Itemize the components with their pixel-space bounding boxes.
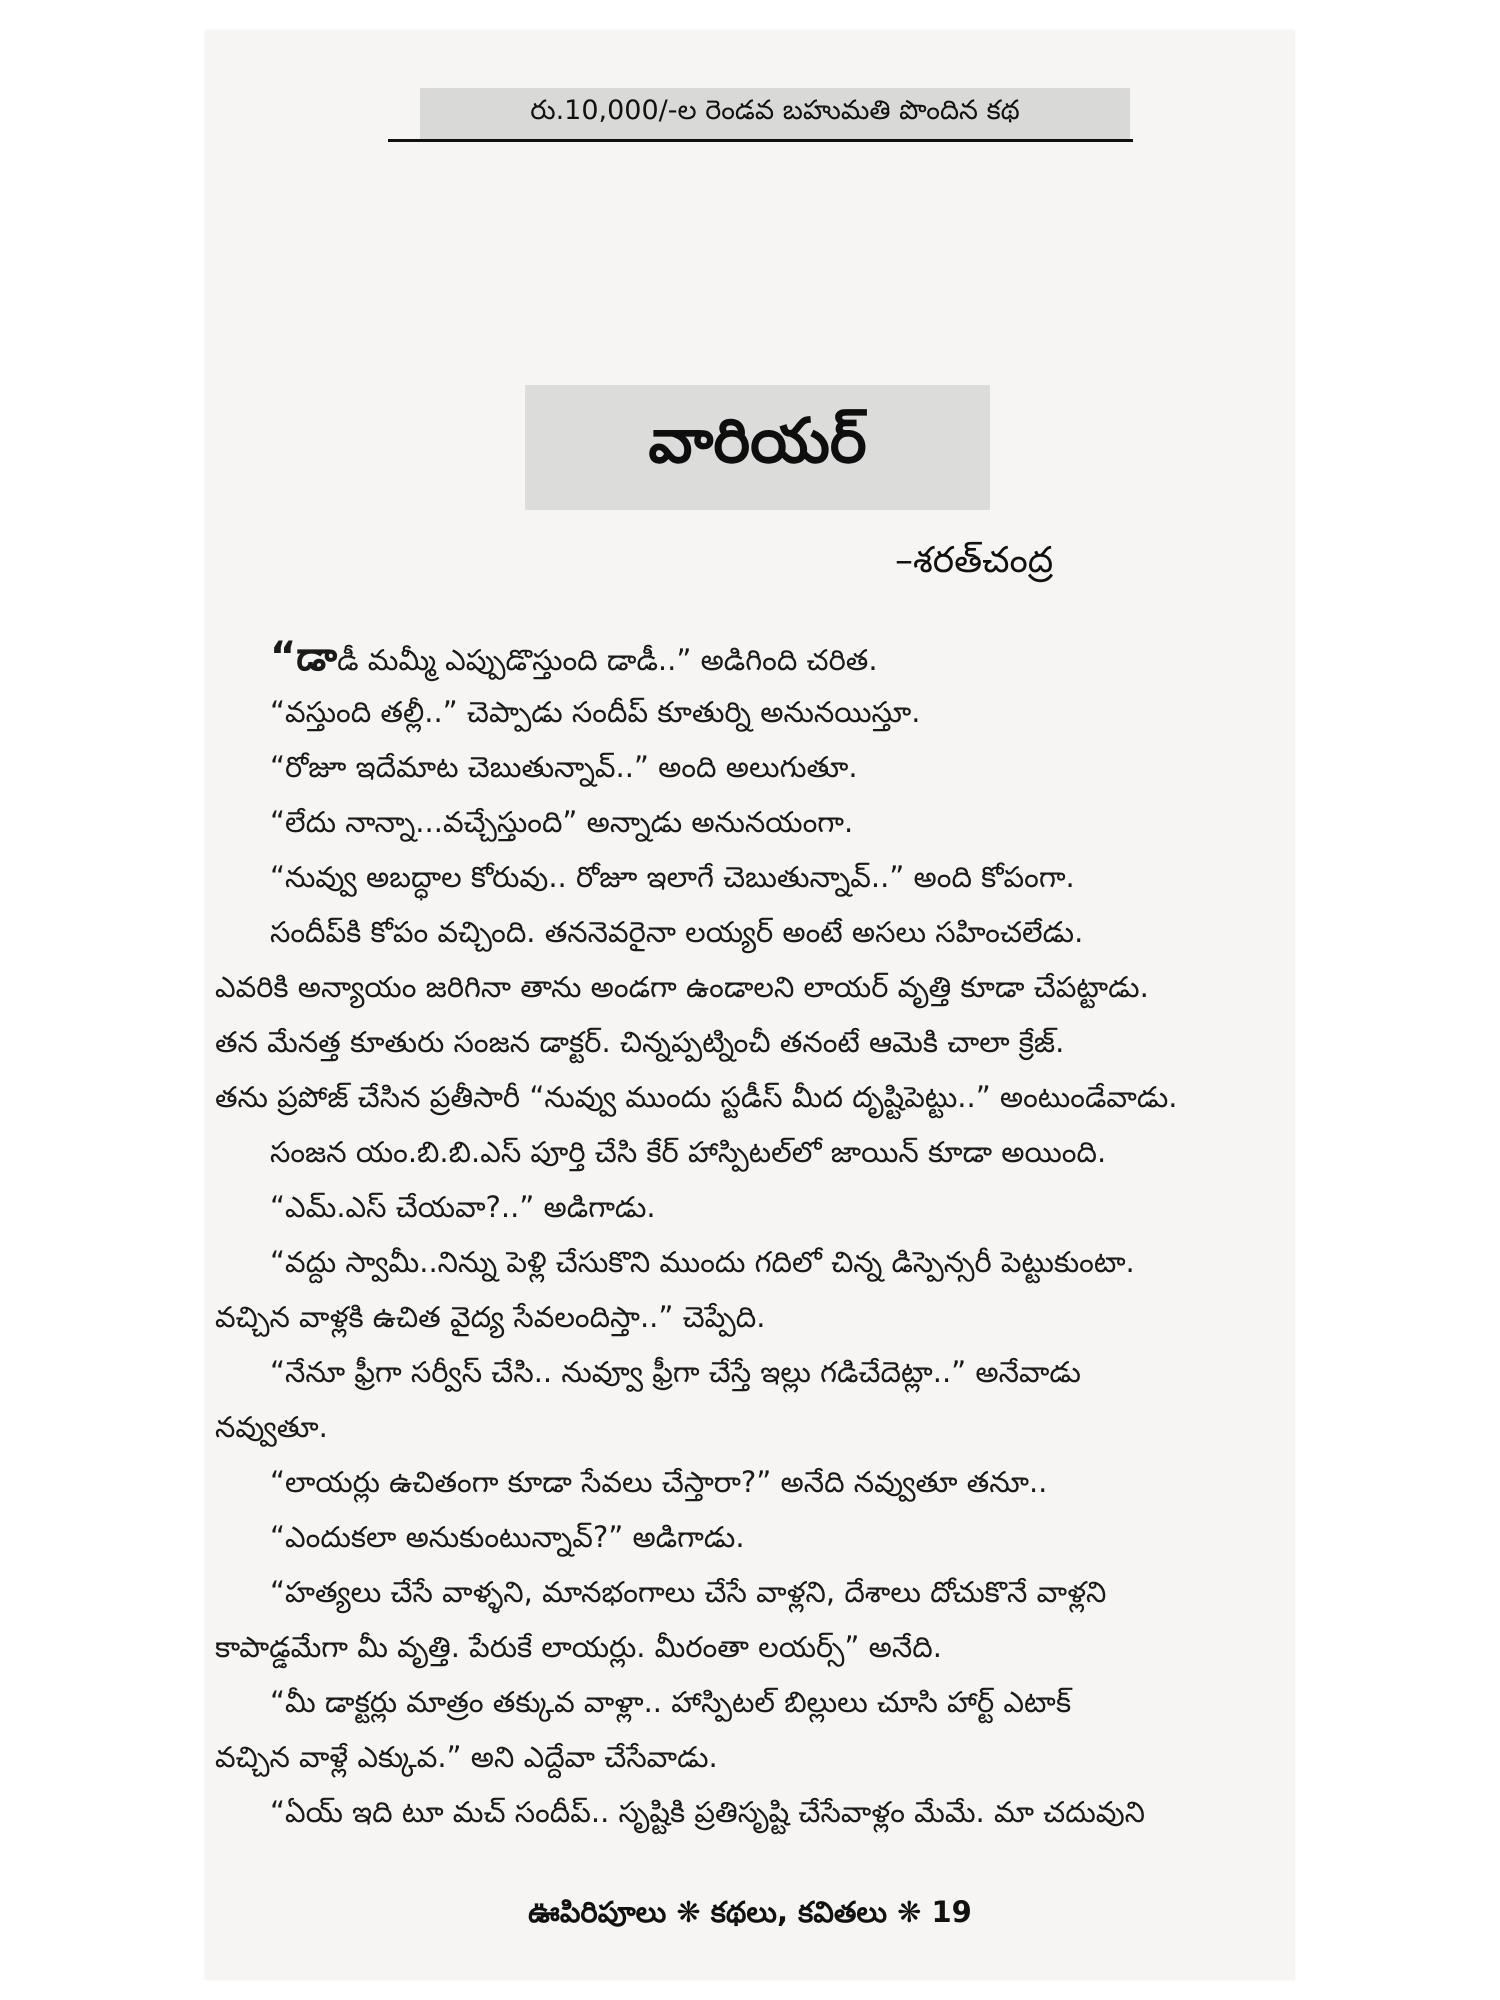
first-line-text: డీ మమ్మీ ఎప్పుడొస్తుంది డాడీ..” అడిగింది చరిత. bbox=[337, 643, 878, 677]
paragraph-line: “ఎమ్.ఎస్ చేయవా?..” అడిగాడు. bbox=[270, 1190, 656, 1224]
paragraph-line: తన మేనత్త కూతురు సంజన డాక్టర్. చిన్నప్పట్నించీ తనంటే ఆమెకి చాలా క్రేజ్. bbox=[215, 1025, 1065, 1059]
prize-header bbox=[420, 88, 1130, 140]
paragraph-line: “ఎందుకలా అనుకుంటున్నావ్?” అడిగాడు. bbox=[270, 1520, 745, 1554]
story-title: వారియర్ bbox=[648, 403, 867, 477]
prize-header-text: రు.10,000/-ల రెండవ బహుమతి పొందిన కథ bbox=[530, 95, 1020, 126]
book-page bbox=[205, 30, 1295, 1980]
paragraph-line: “నువ్వు అబద్ధాల కోరువు.. రోజూ ఇలాగే చెబుతున్నావ్..” అంది కోపంగా. bbox=[270, 860, 1075, 894]
paragraph-line: “లేదు నాన్నా...వచ్చేస్తుంది” అన్నాడు అనునయంగా. bbox=[270, 805, 854, 839]
header-rule bbox=[388, 139, 1133, 142]
paragraph-line: తను ప్రపోజ్ చేసిన ప్రతీసారీ “నువ్వు ముందు స్టడీస్ మీద దృష్టిపెట్టు..” అంటుండేవాడు. bbox=[215, 1080, 1178, 1114]
paragraph-line: వచ్చిన వాళ్లే ఎక్కువ.” అని ఎద్దేవా చేసేవాడు. bbox=[215, 1740, 718, 1774]
paragraph-line: “రోజూ ఇదేమాట చెబుతున్నావ్..” అంది అలుగుతూ. bbox=[270, 750, 858, 784]
paragraph-line: “నేనూ ఫ్రీగా సర్వీస్ చేసి.. నువ్వూ ఫ్రీగా చేస్తే ఇల్లు గడిచేదెట్లా..” అనేవాడు bbox=[270, 1355, 1081, 1389]
story-body bbox=[215, 630, 1285, 1840]
paragraph-line bbox=[215, 630, 1285, 685]
paragraph-line: “లాయర్లు ఉచితంగా కూడా సేవలు చేస్తారా?” అనేది నవ్వుతూ తనూ.. bbox=[270, 1465, 1048, 1499]
paragraph-line: ఎవరికి అన్యాయం జరిగినా తాను అండగా ఉండాలని లాయర్ వృత్తి కూడా చేపట్టాడు. bbox=[215, 970, 1149, 1004]
paragraph-line: “వద్దు స్వామీ..నిన్ను పెళ్లి చేసుకొని ముందు గదిలో చిన్న డిస్పెన్సరీ పెట్టుకుంటా. bbox=[270, 1245, 1135, 1279]
paragraph-line: సంజన యం.బి.బి.ఎస్ పూర్తి చేసి కేర్ హాస్పిటల్‌లో జాయిన్ కూడా అయింది. bbox=[270, 1135, 1107, 1169]
paragraph-line: సందీప్‌కి కోపం వచ్చింది. తననెవరైనా లయ్యర్ అంటే అసలు సహించలేడు. bbox=[270, 915, 1084, 949]
story-title-box bbox=[525, 385, 990, 510]
paragraph-line: “వస్తుంది తల్లీ..” చెప్పాడు సందీప్ కూతుర్ని అనునయిస్తూ. bbox=[270, 695, 921, 729]
drop-quote: “డా bbox=[270, 634, 338, 680]
page-footer: ఊపిరిపూలు ❋ కథలు, కవితలు ❋ 19 bbox=[528, 1895, 972, 1929]
paragraph-line: వచ్చిన వాళ్లకి ఉచిత వైద్య సేవలందిస్తా..” చెప్పేది. bbox=[215, 1300, 766, 1334]
paragraph-line: నవ్వుతూ. bbox=[215, 1410, 328, 1444]
paragraph-line: “మీ డాక్టర్లు మాత్రం తక్కువ వాళ్లా.. హాస్పిటల్ బిల్లులు చూసి హార్ట్ ఎటాక్ bbox=[270, 1685, 1072, 1719]
paragraph-line: “ఏయ్ ఇది టూ మచ్ సందీప్.. సృష్టికి ప్రతిసృష్టి చేసేవాళ్లం మేమే. మా చదువుని bbox=[270, 1795, 1146, 1829]
paragraph-line: కాపాడ్డమేగా మీ వృత్తి. పేరుకే లాయర్లు. మీరంతా లయర్స్” అనేది. bbox=[215, 1630, 942, 1664]
paragraph-line: “హత్యలు చేసే వాళ్ళని, మానభంగాలు చేసే వాళ్లని, దేశాలు దోచుకొనే వాళ్లని bbox=[270, 1575, 1107, 1609]
author-name: –శరత్‌చంద్ర bbox=[895, 540, 1054, 581]
